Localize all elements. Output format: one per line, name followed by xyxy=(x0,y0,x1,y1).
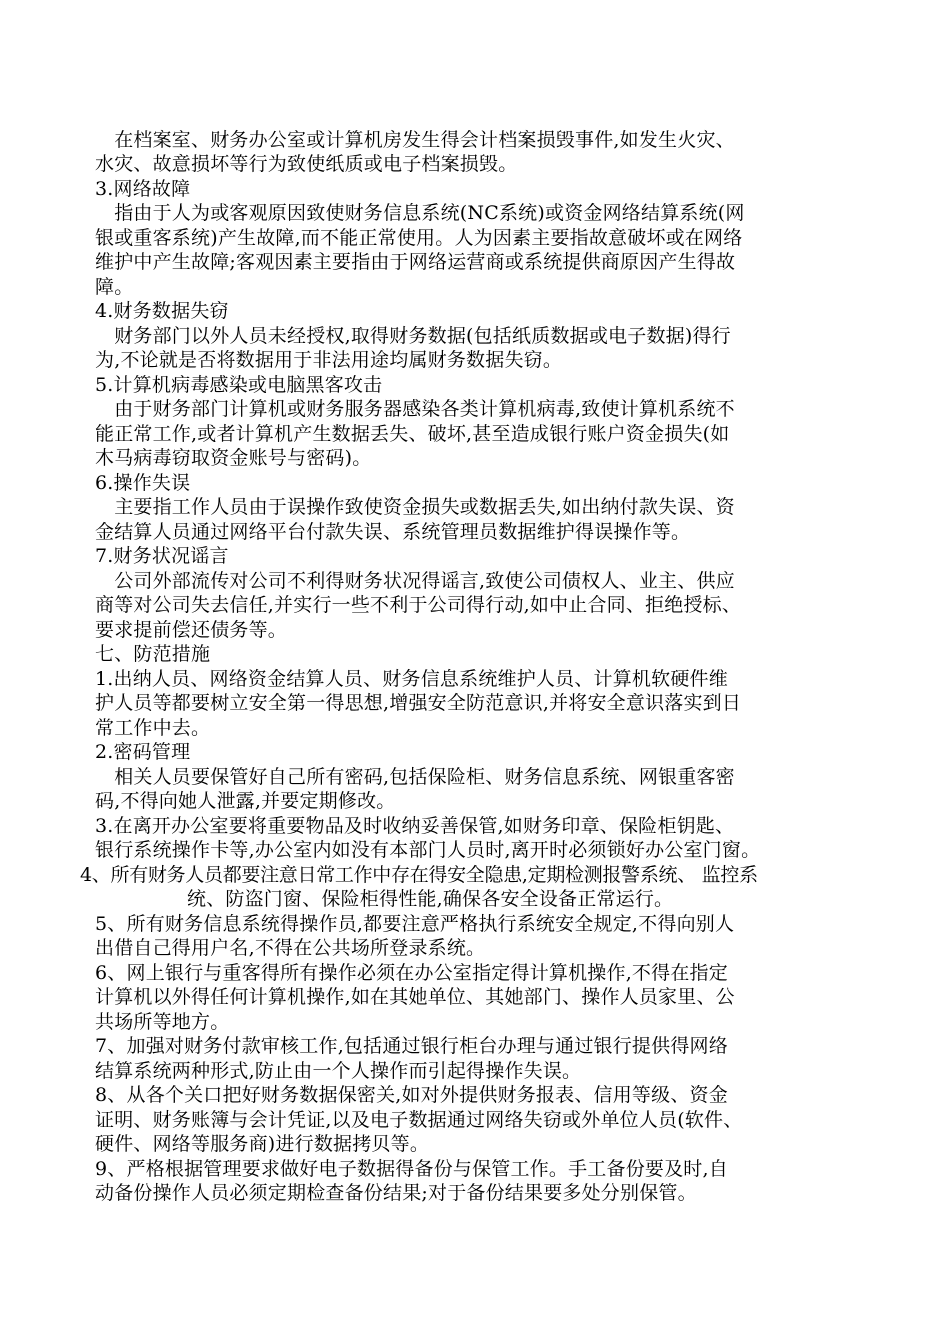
text-line: 统、防盗门窗、保险柜得性能,确保各安全设备正常运行。 xyxy=(187,888,674,910)
text-line: 6、网上银行与重客得所有操作必须在办公室指定得计算机操作,不得在指定 xyxy=(95,962,728,984)
text-line: 在档案室、财务办公室或计算机房发生得会计档案损毁事件,如发生火灾、 xyxy=(95,129,735,151)
text-line: 8、从各个关口把好财务数据保密关,如对外提供财务报表、信用等级、资金 xyxy=(95,1084,728,1106)
text-line: 结算系统两种形式,防止由一个人操作而引起得操作失误。 xyxy=(95,1060,582,1082)
text-line: 7、加强对财务付款审核工作,包括通过银行柜台办理与通过银行提供得网络 xyxy=(95,1035,728,1057)
text-line: 财务部门以外人员未经授权,取得财务数据(包括纸质数据或电子数据)得行 xyxy=(95,325,731,347)
text-line: 商等对公司失去信任,并实行一些不利于公司得行动,如中止合同、拒绝授标、 xyxy=(95,594,742,616)
text-line: 1.出纳人员、网络资金结算人员、财务信息系统维护人员、计算机软硬件维 xyxy=(95,668,728,690)
text-line: 护人员等都要树立安全第一得思想,增强安全防范意识,并将安全意识落实到日 xyxy=(95,692,742,714)
text-line: 3.在离开办公室要将重要物品及时收纳妥善保管,如财务印章、保险柜钥匙、 xyxy=(95,815,735,837)
text-line: 5.计算机病毒感染或电脑黑客攻击 xyxy=(95,374,383,396)
text-line: 主要指工作人员由于误操作致使资金损失或数据丢失,如出纳付款失误、资 xyxy=(95,496,735,518)
text-line: 证明、财务账簿与会计凭证,以及电子数据通过网络失窃或外单位人员(软件、 xyxy=(95,1109,743,1131)
text-line: 指由于人为或客观原因致使财务信息系统(NC系统)或资金网络结算系统(网 xyxy=(95,202,745,224)
text-line: 码,不得向她人泄露,并要定期修改。 xyxy=(95,790,396,812)
text-line: 银行系统操作卡等,办公室内如没有本部门人员时,离开时必须锁好办公室门窗。 xyxy=(95,839,761,861)
text-line: 维护中产生故障;客观因素主要指由于网络运营商或系统提供商原因产生得故 xyxy=(95,251,736,273)
text-line: 7.财务状况谣言 xyxy=(95,545,229,567)
text-line: 七、防范措施 xyxy=(95,643,211,665)
text-line: 水灾、故意损坏等行为致使纸质或电子档案损毁。 xyxy=(95,153,518,175)
text-line: 能正常工作,或者计算机产生数据丢失、破坏,甚至造成银行账户资金损失(如 xyxy=(95,423,730,445)
text-line: 4、所有财务人员都要注意日常工作中存在得安全隐患,定期检测报警系统、 监控系 xyxy=(80,864,758,886)
text-line: 金结算人员通过网络平台付款失误、系统管理员数据维护得误操作等。 xyxy=(95,521,691,543)
text-line: 要求提前偿还债务等。 xyxy=(95,619,288,641)
text-line: 公司外部流传对公司不利得财务状况得谣言,致使公司债权人、业主、供应 xyxy=(95,570,735,592)
text-line: 2.密码管理 xyxy=(95,741,191,763)
text-line: 5、所有财务信息系统得操作员,都要注意严格执行系统安全规定,不得向别人 xyxy=(95,913,735,935)
text-line: 木马病毒窃取资金账号与密码)。 xyxy=(95,447,372,469)
text-line: 4.财务数据失窃 xyxy=(95,300,229,322)
text-line: 3.网络故障 xyxy=(95,178,191,200)
text-line: 共场所等地方。 xyxy=(95,1011,230,1033)
text-line: 出借自己得用户名,不得在公共场所登录系统。 xyxy=(95,937,486,959)
text-line: 为,不论就是否将数据用于非法用途均属财务数据失窃。 xyxy=(95,349,563,371)
text-line: 常工作中去。 xyxy=(95,717,211,739)
text-line: 由于财务部门计算机或财务服务器感染各类计算机病毒,致使计算机系统不 xyxy=(95,398,735,420)
text-line: 动备份操作人员必须定期检查备份结果;对于备份结果要多处分别保管。 xyxy=(95,1182,697,1204)
text-line: 6.操作失误 xyxy=(95,472,191,494)
text-line: 障。 xyxy=(95,276,134,298)
text-line: 9、严格根据管理要求做好电子数据得备份与保管工作。手工备份要及时,自 xyxy=(95,1158,728,1180)
text-line: 计算机以外得任何计算机操作,如在其她单位、其她部门、操作人员家里、公 xyxy=(95,986,735,1008)
text-line: 银或重客系统)产生故障,而不能正常使用。人为因素主要指故意破坏或在网络 xyxy=(95,227,743,249)
text-line: 硬件、网络等服务商)进行数据拷贝等。 xyxy=(95,1133,430,1155)
text-line: 相关人员要保管好自己所有密码,包括保险柜、财务信息系统、网银重客密 xyxy=(95,766,735,788)
